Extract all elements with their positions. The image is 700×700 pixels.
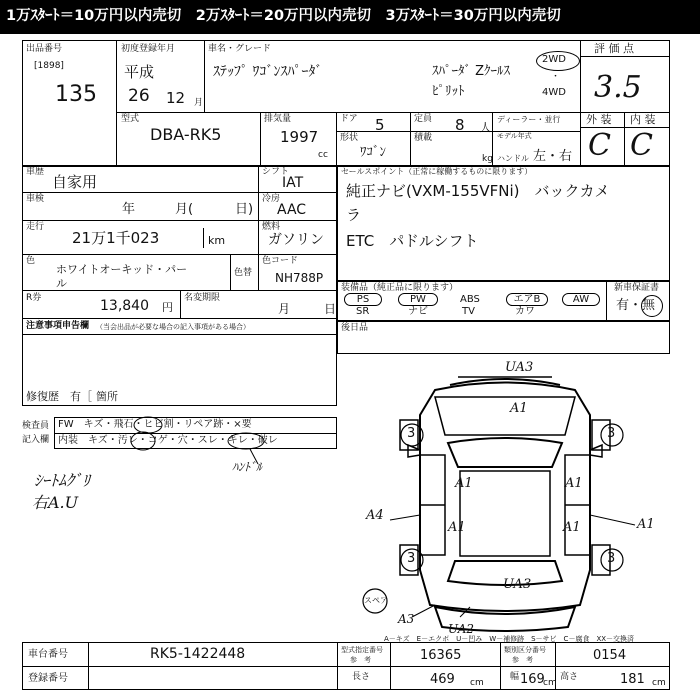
mark-a1-hood: A1 — [510, 401, 528, 416]
handwritten-note-1: ｼｰﾄﾑｸﾞﾘ — [34, 471, 91, 490]
equip-airbag[interactable]: エアB — [506, 293, 548, 306]
car-grade-1: ｽﾊﾟｰﾀﾞ Zｸｰﾙｽ — [432, 64, 511, 79]
equip-navi: ナビ — [408, 306, 428, 317]
notes-label: 注意事項申告欄 — [26, 321, 90, 331]
circled-3-rr: 3 — [607, 551, 616, 566]
rear-item-box — [337, 321, 670, 354]
chassis-label: 車台番号 — [28, 649, 68, 660]
mark-ua3-rear: UA3 — [503, 577, 532, 592]
shift-value: IAT — [282, 175, 304, 191]
selling-points-label: セールスポイント（正常に稼働するものに限ります） — [341, 167, 533, 176]
height-unit: cm — [652, 678, 666, 688]
interior-label: 内 装 — [630, 113, 656, 126]
car-name-label: 車名・グレード — [208, 44, 272, 54]
warranty-value: 有・無 — [616, 298, 656, 313]
class-code-sub: 参 考 — [512, 656, 533, 664]
body-type-value: ﾜｺﾞﾝ — [360, 145, 386, 160]
inspector-handwriting — [100, 412, 340, 482]
spec-code-label: 型式指定番号 — [341, 646, 383, 654]
equip-leather: カワ — [515, 306, 535, 317]
mark-a4-left: A4 — [366, 508, 384, 523]
capacity-label: 定員 — [414, 114, 433, 124]
equip-abs: ABS — [460, 294, 480, 305]
model-value: DBA-RK5 — [150, 125, 222, 144]
header-banner — [0, 0, 700, 34]
handwritten-note-2: 右A.U — [32, 493, 79, 512]
recycle-label: R券 — [26, 293, 42, 303]
mileage-unit: km — [208, 234, 226, 247]
circled-3-fr: 3 — [607, 426, 616, 441]
registration-label: 初度登録年月 — [121, 44, 176, 54]
doors-value: 5 — [375, 116, 385, 134]
registration-month-unit: 月 — [194, 98, 204, 108]
warranty-label: 新車保証書 — [614, 283, 660, 293]
drive-2wd: 2WD — [542, 54, 566, 65]
capacity-unit: 人 — [480, 121, 491, 134]
car-damage-diagram — [340, 355, 670, 640]
spare-label: スペア — [364, 596, 388, 605]
class-code-value: 0154 — [593, 648, 627, 663]
registration-era: 平成 — [124, 63, 155, 81]
notes-sub: （当会出品が必要な場合の記入事項がある場合） — [96, 323, 250, 331]
inspector-label-1: 検査員 — [22, 421, 50, 431]
warranty-none-circle[interactable] — [641, 295, 663, 317]
exterior-grade: C — [588, 128, 611, 163]
fuel-value: ガソリン — [268, 232, 324, 248]
interior-grade: C — [630, 128, 653, 163]
model-label: 型式 — [121, 114, 140, 124]
spec-code-sub: 参 考 — [350, 656, 371, 664]
displacement-value: 1997 — [280, 128, 319, 146]
mark-a3-rear-left: A3 — [398, 612, 415, 626]
color-code-value: NH788P — [275, 271, 324, 285]
displacement-unit: cc — [318, 150, 328, 160]
chassis-value: RK5-1422448 — [150, 646, 246, 662]
fuel-label: 燃料 — [262, 222, 281, 232]
capacity-value: 8 — [455, 116, 465, 134]
inspector-row-1: FW キズ・飛石・ヒビ割・リペア跡・×要 — [58, 419, 252, 430]
damage-legend: A－キズ E－エクボ U－凹み W－補修跡 S－サビ C－腐食 XX－交換済 — [384, 635, 635, 643]
inspector-label-2: 記入欄 — [22, 435, 50, 445]
exterior-label: 外 装 — [586, 113, 612, 126]
width-unit: cm — [543, 678, 557, 688]
selling-points-3: ETC パドルシフト — [346, 232, 479, 250]
color-value-2: ル — [56, 277, 67, 290]
recycle-value: 13,840 — [100, 298, 149, 314]
drive-4wd: 4WD — [542, 87, 566, 98]
model-year-label: モデル年式 — [497, 132, 532, 140]
handle-value: 左・右 — [533, 149, 573, 164]
inspection-label: 車検 — [26, 194, 45, 204]
equip-aw[interactable]: AW — [562, 293, 600, 306]
inspection-year: 年 — [122, 202, 136, 217]
banner-text: 1万ｽﾀｰﾄ＝10万円以内売切 2万ｽﾀｰﾄ＝20万円以内売切 3万ｽﾀｰﾄ＝30万円以内売切 — [6, 8, 561, 24]
dealer-label: ディーラー・並行 — [497, 115, 561, 124]
equip-sr: SR — [356, 306, 370, 317]
drive-dot: ・ — [551, 72, 561, 82]
registration-month: 12 — [166, 89, 186, 107]
reg-number-label: 登録番号 — [28, 673, 68, 684]
handle-label: ハンドル — [497, 154, 529, 163]
mark-a1-right-outer: A1 — [637, 517, 655, 532]
lot-label: 出品番号 — [26, 44, 63, 54]
score-value: 3.5 — [594, 70, 642, 105]
lot-number: 135 — [55, 82, 97, 107]
mileage-label: 走行 — [26, 222, 45, 232]
circled-3-rl: 3 — [407, 551, 416, 566]
mark-a1-left-roof: A1 — [455, 476, 473, 491]
mark-a1-right-door: A1 — [563, 520, 581, 535]
mileage-value: 21万1千023 — [72, 229, 160, 247]
rear-item-label: 後日品 — [341, 323, 369, 333]
title-change-month: 月 — [278, 302, 291, 316]
color-code-label: 色コード — [262, 256, 299, 266]
car-name: ｽﾃｯﾌﾟ ﾜｺﾞﾝｽﾊﾟｰﾀﾞ — [213, 64, 323, 80]
mark-a1-right-roof: A1 — [565, 476, 583, 491]
circled-3-fl: 3 — [407, 426, 416, 441]
mark-ua2-rear: UA2 — [448, 622, 475, 636]
category-label: 車歴 — [26, 167, 45, 177]
selling-points-1: 純正ナビ(VXM-155VFNi) バックカメ — [346, 182, 610, 200]
shift-label: シフト — [262, 167, 290, 177]
inspection-month: 月( — [175, 202, 194, 217]
spec-code-value: 16365 — [420, 648, 462, 663]
inspector-row-2: 内装 キズ・汚レ・コゲ・穴・スレ・キレ・破レ — [58, 435, 278, 446]
inspection-day: 日) — [235, 202, 254, 217]
aircon-value: AAC — [277, 202, 307, 218]
repair-suffix: 箇所 — [96, 390, 118, 403]
handwritten-handle-note: ﾊﾝﾄﾞﾙ — [232, 460, 263, 474]
aircon-label: 冷房 — [262, 194, 281, 204]
body-type-label: 形状 — [340, 133, 359, 143]
width-label: 幅 — [510, 672, 520, 682]
equip-ps[interactable]: PS — [344, 293, 382, 306]
category-value: 自家用 — [52, 173, 98, 191]
car-grade-2: ﾋﾟﾘｯﾄ — [432, 84, 465, 99]
title-change-day: 日 — [324, 302, 337, 316]
width-value: 169 — [520, 672, 545, 687]
lot-sub: [1898] — [34, 61, 64, 71]
equip-tv: TV — [462, 306, 475, 317]
displacement-label: 排気量 — [264, 114, 292, 124]
length-value: 469 — [430, 672, 455, 687]
equip-pw[interactable]: PW — [398, 293, 438, 306]
height-value: 181 — [620, 672, 645, 687]
length-label: 長さ — [352, 672, 371, 682]
selling-points-2: ラ — [346, 206, 362, 224]
mark-a1-left-door: A1 — [448, 520, 466, 535]
color-value-1: ホワイトオーキッド・パー — [56, 263, 188, 276]
title-change-label: 名変期限 — [184, 293, 221, 303]
load-label: 積載 — [414, 133, 433, 143]
registration-year: 26 — [128, 86, 150, 106]
score-label: 評 価 点 — [594, 42, 634, 55]
recycle-unit: 円 — [162, 301, 173, 314]
load-unit: kg — [482, 154, 493, 164]
color-label: 色 — [26, 256, 36, 266]
doors-label: ドア — [340, 114, 358, 124]
color-change-label: 色替 — [234, 268, 253, 278]
repair-label: 修復歴 — [26, 390, 59, 403]
height-label: 高さ — [560, 672, 579, 682]
equipment-label: 装備品（純正品に限ります） — [341, 283, 459, 293]
mark-ua3-front: UA3 — [505, 360, 534, 375]
repair-value: 有［ — [70, 390, 92, 403]
length-unit: cm — [470, 678, 484, 688]
class-code-label: 類別区分番号 — [504, 646, 546, 654]
